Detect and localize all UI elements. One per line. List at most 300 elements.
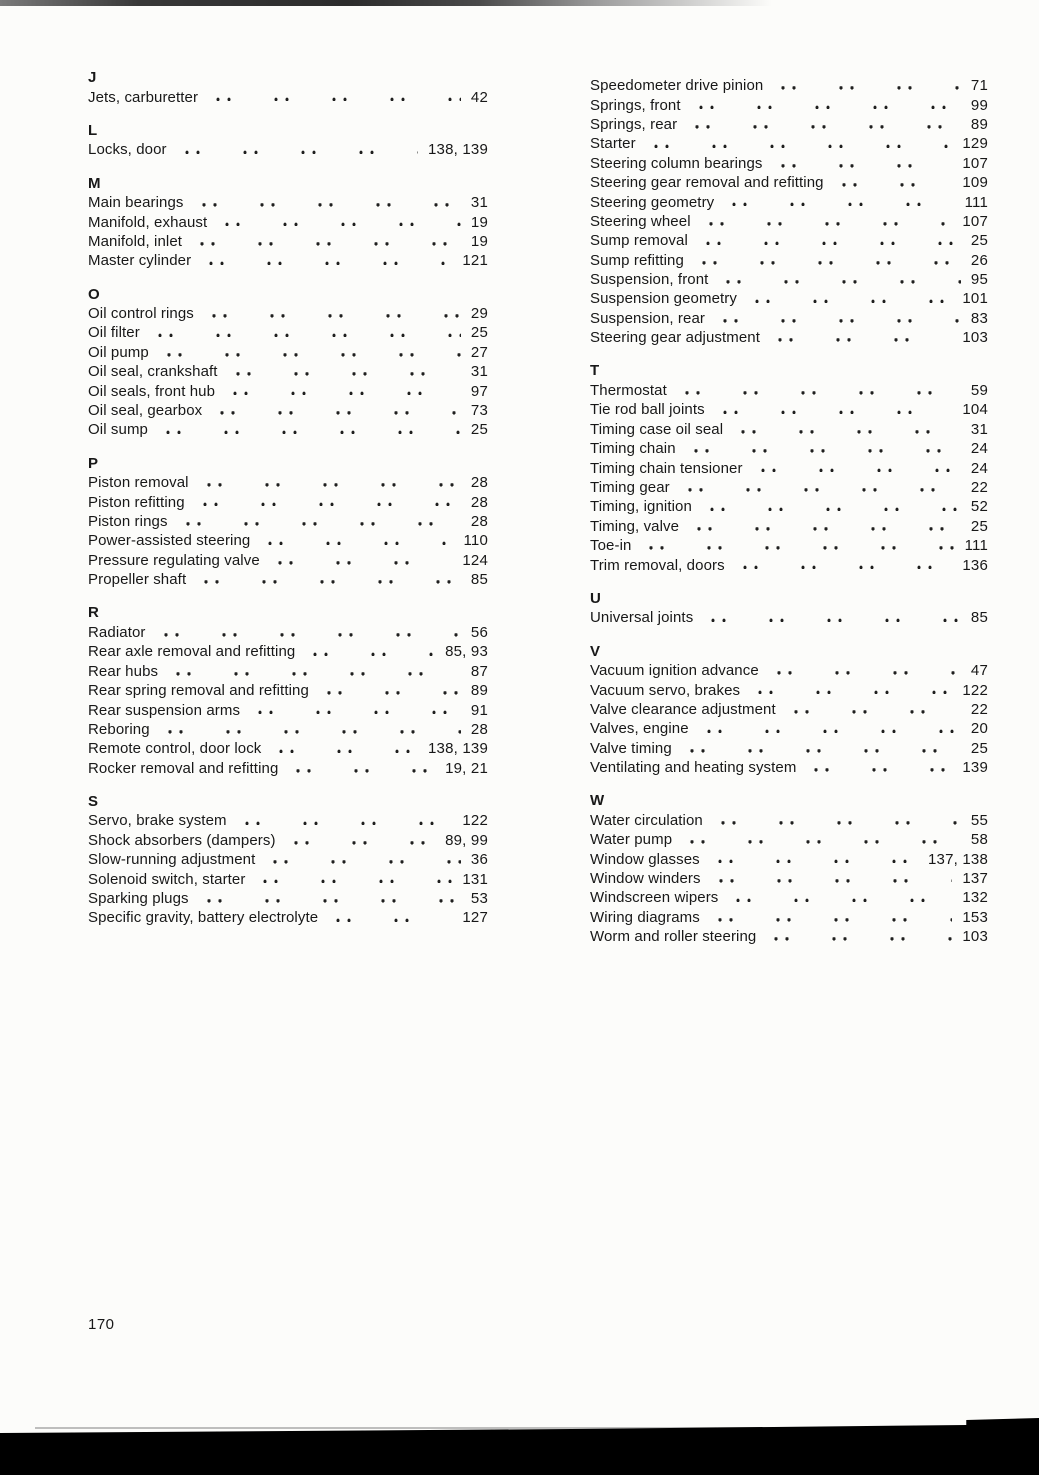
dot-leader bbox=[194, 570, 461, 589]
entry-page: 19 bbox=[470, 232, 488, 250]
dot-leader bbox=[700, 497, 961, 516]
dot-leader bbox=[713, 309, 961, 328]
section-letter: L bbox=[88, 121, 98, 139]
index-section bbox=[590, 642, 988, 778]
index-entry bbox=[590, 927, 988, 946]
index-entry bbox=[590, 908, 988, 927]
entry-label: Master cylinder bbox=[88, 252, 192, 270]
dot-leader bbox=[675, 381, 961, 400]
index-entry bbox=[88, 232, 488, 251]
index-entry bbox=[88, 304, 488, 323]
index-entry bbox=[88, 343, 488, 362]
dot-leader bbox=[745, 289, 952, 308]
entry-label: Oil seals, front hub bbox=[88, 382, 216, 400]
entry-label: Specific gravity, battery electrolyte bbox=[88, 909, 319, 927]
index-entry bbox=[590, 458, 988, 477]
entry-page: 28 bbox=[470, 493, 488, 511]
dot-leader bbox=[154, 623, 461, 642]
entry-label: Water pump bbox=[590, 831, 673, 849]
entry-label: Suspension, front bbox=[590, 271, 709, 289]
entry-label: Vacuum servo, brakes bbox=[590, 681, 741, 699]
entry-page: 73 bbox=[470, 402, 488, 420]
entry-label: Oil seal, crankshaft bbox=[88, 363, 218, 381]
dot-leader bbox=[286, 759, 435, 778]
index-section bbox=[590, 76, 988, 347]
entry-page: 127 bbox=[462, 909, 488, 927]
entry-page: 137, 138 bbox=[928, 850, 988, 868]
entry-label: Springs, rear bbox=[590, 115, 678, 133]
entry-page: 26 bbox=[970, 251, 988, 269]
dot-leader bbox=[210, 401, 461, 420]
index-entry bbox=[590, 212, 988, 231]
dot-leader bbox=[692, 251, 961, 270]
dot-leader bbox=[215, 212, 461, 231]
index-entry bbox=[590, 700, 988, 719]
entry-label: Rear hubs bbox=[88, 662, 159, 680]
dot-leader bbox=[716, 270, 960, 289]
entry-label: Reboring bbox=[88, 720, 150, 738]
index-entry bbox=[590, 115, 988, 134]
index-column-right bbox=[590, 76, 988, 946]
entry-page: 28 bbox=[470, 720, 488, 738]
scan-bottom-edge bbox=[0, 1415, 1039, 1475]
entry-page: 131 bbox=[462, 870, 488, 888]
dot-leader bbox=[263, 850, 461, 869]
index-entry bbox=[88, 759, 488, 778]
index-section bbox=[88, 68, 488, 107]
dot-leader bbox=[157, 343, 461, 362]
entry-page: 87 bbox=[470, 662, 488, 680]
dot-leader bbox=[722, 192, 954, 211]
index-entry bbox=[590, 381, 988, 400]
dot-leader bbox=[156, 420, 461, 439]
entry-page: 25 bbox=[470, 324, 488, 342]
entry-page: 104 bbox=[962, 401, 988, 419]
dot-leader bbox=[176, 512, 461, 531]
index-entry bbox=[590, 309, 988, 328]
index-entry bbox=[590, 555, 988, 574]
entry-page: 110 bbox=[463, 532, 488, 550]
entry-label: Rear spring removal and refitting bbox=[88, 682, 309, 700]
entry-label: Timing chain tensioner bbox=[590, 459, 743, 477]
index-section bbox=[590, 361, 988, 574]
entry-page: 59 bbox=[970, 382, 988, 400]
dot-leader bbox=[158, 720, 461, 739]
dot-leader bbox=[751, 458, 961, 477]
index-section bbox=[88, 121, 488, 160]
entry-label: Timing, valve bbox=[590, 517, 680, 535]
index-entry bbox=[88, 401, 488, 420]
index-entry bbox=[88, 869, 488, 888]
index-entry bbox=[590, 95, 988, 114]
entry-page: 89, 99 bbox=[445, 831, 488, 849]
index-entry bbox=[88, 850, 488, 869]
entry-label: Suspension geometry bbox=[590, 290, 737, 308]
entry-page: 25 bbox=[970, 739, 988, 757]
dot-leader bbox=[192, 193, 461, 212]
entry-page: 47 bbox=[970, 662, 988, 680]
entry-label: Sparking plugs bbox=[88, 890, 189, 908]
entry-page: 24 bbox=[970, 459, 988, 477]
entry-page: 101 bbox=[962, 290, 988, 308]
entry-page: 122 bbox=[962, 681, 988, 699]
entry-label: Water circulation bbox=[590, 811, 703, 829]
section-letter: P bbox=[88, 454, 99, 472]
entry-page: 136 bbox=[962, 556, 988, 574]
index-entry bbox=[88, 700, 488, 719]
entry-page: 19 bbox=[470, 213, 488, 231]
entry-label: Speedometer drive pinion bbox=[590, 77, 764, 95]
dot-leader bbox=[303, 642, 435, 661]
index-entry bbox=[88, 662, 488, 681]
entry-page: 91 bbox=[470, 701, 488, 719]
dot-leader bbox=[696, 231, 961, 250]
entry-label: Thermostat bbox=[590, 382, 667, 400]
entry-label: Worm and roller steering bbox=[590, 928, 757, 946]
entry-page: 28 bbox=[470, 474, 488, 492]
entry-label: Wiring diagrams bbox=[590, 908, 700, 926]
entry-page: 137 bbox=[962, 870, 988, 888]
entry-label: Window glasses bbox=[590, 850, 700, 868]
entry-page: 111 bbox=[964, 193, 988, 211]
entry-label: Power-assisted steering bbox=[88, 532, 251, 550]
index-entry bbox=[88, 473, 488, 492]
index-entry bbox=[590, 173, 988, 192]
entry-page: 103 bbox=[962, 329, 988, 347]
index-entry bbox=[88, 623, 488, 642]
entry-label: Oil seal, gearbox bbox=[88, 402, 203, 420]
dot-leader bbox=[199, 251, 452, 270]
entry-label: Rear suspension arms bbox=[88, 701, 241, 719]
index-entry bbox=[88, 831, 488, 850]
index-entry bbox=[590, 849, 988, 868]
dot-leader bbox=[680, 830, 961, 849]
dot-leader bbox=[697, 719, 961, 738]
dot-leader bbox=[709, 869, 953, 888]
index-entry bbox=[88, 811, 488, 830]
dot-leader bbox=[268, 551, 453, 570]
entry-page: 103 bbox=[962, 928, 988, 946]
entry-label: Rocker removal and refitting bbox=[88, 759, 279, 777]
entry-page: 95 bbox=[970, 271, 988, 289]
index-entry bbox=[590, 400, 988, 419]
index-entry bbox=[590, 830, 988, 849]
entry-label: Propeller shaft bbox=[88, 571, 187, 589]
dot-leader bbox=[269, 739, 418, 758]
section-letter: J bbox=[88, 69, 97, 86]
index-entry bbox=[590, 517, 988, 536]
entry-page: 28 bbox=[470, 513, 488, 530]
entry-page: 153 bbox=[962, 908, 988, 926]
index-entry bbox=[88, 889, 488, 908]
index-entry bbox=[590, 661, 988, 680]
index-entry bbox=[88, 512, 488, 531]
entry-page: 56 bbox=[470, 623, 488, 641]
entry-page: 139 bbox=[962, 759, 988, 777]
dot-leader bbox=[733, 555, 953, 574]
dot-leader bbox=[685, 115, 961, 134]
index-entry bbox=[590, 251, 988, 270]
entry-page: 107 bbox=[962, 154, 988, 172]
index-entry bbox=[88, 193, 488, 212]
entry-label: Piston refitting bbox=[88, 493, 185, 511]
index-column-left bbox=[88, 68, 488, 928]
entry-page: 42 bbox=[470, 88, 488, 106]
entry-page: 71 bbox=[970, 77, 988, 95]
entry-page: 22 bbox=[970, 479, 988, 496]
dot-leader bbox=[175, 140, 418, 159]
entry-label: Steering column bearings bbox=[590, 154, 763, 172]
entry-label: Timing case oil seal bbox=[590, 420, 724, 438]
entry-page: 138, 139 bbox=[428, 740, 488, 758]
entry-label: Timing chain bbox=[590, 440, 676, 458]
section-letter: U bbox=[590, 589, 602, 607]
index-entry bbox=[590, 192, 988, 211]
index-entry bbox=[88, 551, 488, 570]
entry-page: 58 bbox=[970, 831, 988, 849]
index-entry bbox=[590, 134, 988, 153]
entry-label: Jets, carburetter bbox=[88, 88, 199, 106]
index-entry bbox=[590, 270, 988, 289]
index-entry bbox=[590, 719, 988, 738]
index-entry bbox=[88, 381, 488, 400]
dot-leader bbox=[713, 400, 953, 419]
index-entry bbox=[88, 681, 488, 700]
entry-label: Piston rings bbox=[88, 513, 168, 530]
dot-leader bbox=[317, 681, 461, 700]
entry-label: Steering wheel bbox=[590, 212, 691, 230]
entry-label: Solenoid switch, starter bbox=[88, 870, 246, 888]
entry-page: 97 bbox=[470, 382, 488, 400]
entry-page: 31 bbox=[970, 420, 988, 438]
section-letter: R bbox=[88, 604, 100, 622]
dot-leader bbox=[644, 134, 953, 153]
dot-leader bbox=[202, 304, 461, 323]
index-entry bbox=[590, 478, 988, 497]
entry-page: 24 bbox=[970, 440, 988, 458]
index-entry bbox=[88, 420, 488, 439]
entry-label: Windscreen wipers bbox=[590, 889, 719, 907]
dot-leader bbox=[197, 473, 461, 492]
dot-leader bbox=[687, 517, 961, 536]
scan-top-edge bbox=[0, 0, 772, 6]
entry-page: 111 bbox=[964, 537, 988, 555]
entry-page: 107 bbox=[962, 212, 988, 230]
index-entry bbox=[590, 680, 988, 699]
dot-leader bbox=[166, 662, 461, 681]
dot-leader bbox=[689, 95, 961, 114]
dot-leader bbox=[193, 492, 461, 511]
dot-leader bbox=[223, 381, 461, 400]
entry-page: 89 bbox=[470, 682, 488, 700]
entry-label: Remote control, door lock bbox=[88, 740, 262, 758]
dot-leader bbox=[767, 661, 961, 680]
index-entry bbox=[88, 87, 488, 106]
entry-label: Pressure regulating valve bbox=[88, 551, 260, 569]
section-letter: V bbox=[590, 642, 601, 660]
entry-label: Rear axle removal and refitting bbox=[88, 643, 296, 661]
index-entry bbox=[88, 908, 488, 927]
entry-label: Servo, brake system bbox=[88, 812, 227, 830]
index-section bbox=[88, 174, 488, 271]
index-entry bbox=[590, 289, 988, 308]
dot-leader bbox=[804, 758, 952, 777]
entry-page: 19, 21 bbox=[445, 759, 488, 777]
entry-page: 85 bbox=[970, 609, 988, 627]
index-section bbox=[88, 454, 488, 590]
dot-leader bbox=[206, 87, 461, 106]
entry-page: 27 bbox=[470, 343, 488, 361]
index-entry bbox=[590, 536, 988, 555]
entry-label: Springs, front bbox=[590, 96, 681, 114]
entry-page: 22 bbox=[970, 700, 988, 718]
page-number: 170 bbox=[88, 1316, 115, 1333]
entry-label: Locks, door bbox=[88, 141, 167, 159]
entry-page: 121 bbox=[462, 252, 488, 270]
index-entry bbox=[88, 492, 488, 511]
section-letter: T bbox=[590, 362, 600, 380]
entry-label: Radiator bbox=[88, 623, 146, 641]
index-entry bbox=[88, 570, 488, 589]
entry-label: Oil pump bbox=[88, 343, 149, 361]
dot-leader bbox=[768, 328, 952, 347]
entry-label: Tie rod ball joints bbox=[590, 401, 705, 419]
entry-page: 25 bbox=[470, 421, 488, 439]
entry-label: Sump refitting bbox=[590, 251, 684, 269]
entry-label: Universal joints bbox=[590, 609, 694, 627]
dot-leader bbox=[190, 232, 461, 251]
entry-label: Oil sump bbox=[88, 421, 148, 439]
index-entry bbox=[590, 608, 988, 627]
entry-label: Manifold, exhaust bbox=[88, 213, 208, 231]
index-entry bbox=[88, 362, 488, 381]
section-letter: W bbox=[590, 792, 605, 810]
index-entry bbox=[88, 140, 488, 159]
entry-label: Vacuum ignition advance bbox=[590, 662, 759, 680]
entry-label: Suspension, rear bbox=[590, 309, 706, 327]
entry-page: 25 bbox=[970, 517, 988, 535]
entry-page: 85 bbox=[470, 571, 488, 589]
dot-leader bbox=[226, 362, 461, 381]
index-entry bbox=[590, 869, 988, 888]
index-entry bbox=[590, 888, 988, 907]
dot-leader bbox=[680, 739, 961, 758]
dot-leader bbox=[701, 608, 961, 627]
entry-label: Starter bbox=[590, 135, 636, 153]
entry-label: Valve clearance adjustment bbox=[590, 700, 776, 718]
dot-leader bbox=[326, 908, 452, 927]
dot-leader bbox=[148, 323, 461, 342]
entry-page: 109 bbox=[962, 174, 988, 192]
entry-page: 124 bbox=[462, 551, 488, 569]
entry-label: Timing, ignition bbox=[590, 498, 692, 516]
entry-label: Trim removal, doors bbox=[590, 556, 725, 574]
dot-leader bbox=[748, 680, 952, 699]
entry-label: Steering gear removal and refitting bbox=[590, 174, 824, 192]
index-section bbox=[88, 603, 488, 778]
entry-label: Toe-in bbox=[590, 537, 632, 555]
entry-label: Timing gear bbox=[590, 479, 670, 496]
index-section bbox=[590, 791, 988, 946]
entry-page: 138, 139 bbox=[428, 141, 488, 159]
dot-leader bbox=[708, 849, 918, 868]
entry-label: Piston removal bbox=[88, 474, 189, 492]
index-entry bbox=[88, 212, 488, 231]
entry-page: 132 bbox=[962, 889, 988, 907]
dot-leader bbox=[764, 927, 952, 946]
section-letter: M bbox=[88, 174, 101, 192]
entry-page: 31 bbox=[470, 363, 488, 381]
dot-leader bbox=[832, 173, 953, 192]
entry-page: 31 bbox=[470, 194, 488, 212]
entry-page: 83 bbox=[970, 309, 988, 327]
index-entry bbox=[590, 758, 988, 777]
entry-label: Manifold, inlet bbox=[88, 232, 183, 250]
index-section bbox=[590, 589, 988, 628]
entry-label: Sump removal bbox=[590, 232, 688, 250]
index-entry bbox=[88, 251, 488, 270]
index-entry bbox=[590, 439, 988, 458]
entry-page: 99 bbox=[970, 96, 988, 114]
entry-page: 55 bbox=[970, 811, 988, 829]
entry-label: Oil filter bbox=[88, 324, 140, 342]
dot-leader bbox=[699, 212, 953, 231]
entry-label: Steering gear adjustment bbox=[590, 329, 760, 347]
dot-leader bbox=[771, 76, 961, 95]
index-entry bbox=[590, 231, 988, 250]
dot-leader bbox=[771, 154, 953, 173]
dot-leader bbox=[258, 531, 453, 550]
index-entry bbox=[88, 323, 488, 342]
entry-label: Shock absorbers (dampers) bbox=[88, 831, 276, 849]
dot-leader bbox=[253, 869, 452, 888]
entry-page: 53 bbox=[470, 890, 488, 908]
dot-leader bbox=[197, 889, 461, 908]
entry-page: 129 bbox=[962, 135, 988, 153]
entry-page: 20 bbox=[970, 720, 988, 738]
entry-page: 36 bbox=[470, 851, 488, 869]
dot-leader bbox=[235, 811, 453, 830]
entry-label: Valve timing bbox=[590, 739, 672, 757]
entry-label: Steering geometry bbox=[590, 193, 715, 211]
entry-label: Main bearings bbox=[88, 194, 184, 212]
index-entry bbox=[88, 739, 488, 758]
index-section bbox=[88, 285, 488, 440]
entry-page: 29 bbox=[470, 305, 488, 323]
entry-page: 89 bbox=[970, 115, 988, 133]
dot-leader bbox=[684, 439, 961, 458]
index-entry bbox=[88, 720, 488, 739]
index-entry bbox=[590, 154, 988, 173]
dot-leader bbox=[284, 831, 436, 850]
entry-label: Oil control rings bbox=[88, 305, 194, 323]
dot-leader bbox=[711, 811, 961, 830]
entry-label: Ventilating and heating system bbox=[590, 759, 797, 777]
entry-label: Window winders bbox=[590, 870, 701, 888]
entry-label: Slow-running adjustment bbox=[88, 851, 256, 869]
index-entry bbox=[590, 76, 988, 95]
entry-page: 52 bbox=[970, 498, 988, 516]
index-section bbox=[88, 792, 488, 928]
index-entry bbox=[590, 420, 988, 439]
dot-leader bbox=[726, 888, 952, 907]
entry-page: 85, 93 bbox=[445, 643, 488, 661]
entry-page: 122 bbox=[462, 812, 488, 830]
dot-leader bbox=[784, 700, 961, 719]
dot-leader bbox=[678, 478, 961, 497]
dot-leader bbox=[708, 908, 952, 927]
dot-leader bbox=[248, 700, 461, 719]
